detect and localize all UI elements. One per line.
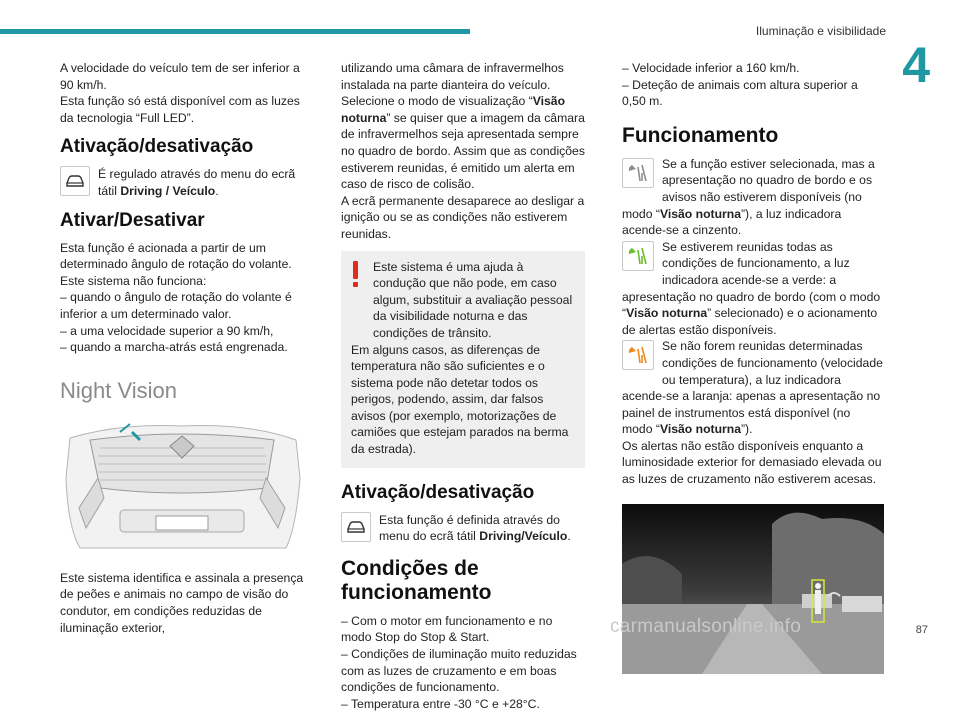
- activation-text: É regulado através do menu do ecrã tátil Driving / Veículo.: [98, 167, 296, 198]
- column-3: [622, 60, 884, 674]
- paragraph: Esta função só está disponível com as luzes da tecnologia “Full LED”.: [60, 94, 300, 125]
- list-item: – Deteção de animais com altura superior a 0,50 m.: [622, 77, 858, 109]
- orange-lamp-paragraph: Se não forem reunidas determinadas condições de funcionamento (velocidade ou temperatura), a luz indicadora acende-se a laranja: apenas a apresentação no painel de instrumentos está disponível (no modo “Visão noturna”).: [622, 339, 883, 437]
- activation-text: Esta função é definida através do menu do ecrã tátil Driving/Veículo.: [379, 512, 571, 544]
- chapter-number: 4: [902, 37, 930, 93]
- list-item: – Velocidade inferior a 160 km/h.: [622, 61, 800, 75]
- paragraph: Selecione o modo de visualização “Visão noturna” se quiser que a imagem da câmara de infravermelhos seja apresentada sempre no quadro de bordo. Assim que as condições estiverem reunidas, é emitido um alerta em caso de risco de colisão.: [341, 94, 585, 192]
- warning-text: Este sistema é uma ajuda à condução que não pode, em caso algum, substituir a avaliação pessoal da visibilidade noturna e das condições de trânsito.: [373, 259, 573, 340]
- column-1: [60, 60, 304, 636]
- header-accent-bar: [0, 29, 470, 34]
- column-2: [341, 60, 585, 712]
- heading-operation: Funcionamento: [622, 123, 779, 147]
- night-vision-lamp-grey-icon: [622, 158, 654, 188]
- heading-activation: Ativação/desativação: [60, 136, 254, 158]
- paragraph: utilizando uma câmara de infravermelhos instalada na parte dianteira do veículo.: [341, 61, 564, 92]
- paragraph: A velocidade do veículo tem de ser inferior a 90 km/h.: [60, 61, 300, 92]
- page-number: 87: [915, 624, 928, 636]
- infrared-camera-image: [622, 504, 884, 674]
- green-lamp-paragraph: Se estiverem reunidas todas as condições de funcionamento, a luz indicadora acende-se a verde: a apresentação no quadro de bordo (com o modo “Visão noturna” selecionado) e o acionamento de alertas estão disponíveis.: [622, 239, 881, 337]
- list-item: – quando o ângulo de rotação do volante é inferior a um determinado valor.: [60, 290, 292, 321]
- warning-box: [341, 251, 585, 468]
- warning-text: Em alguns casos, as diferenças de temperatura não são suficientes e o sistema pode não detetar todos os perigos, podendo, assim, dar falsos avisos (por exemplo, motorizações de camiões que estejam parados na berma da estrada).: [351, 342, 569, 457]
- list-item: – Condições de iluminação muito reduzidas com as luzes de cruzamento e em boas condições de funcionamento.: [341, 647, 577, 695]
- paragraph: Esta função é acionada a partir de um determinado ângulo de rotação do volante.: [60, 240, 292, 272]
- paragraph: Este sistema não funciona:: [60, 273, 207, 288]
- watermark: carmanualsonline.info: [610, 616, 802, 637]
- heading-activate-deactivate: Ativar/Desativar: [60, 209, 205, 231]
- warning-exclamation-icon: [353, 261, 359, 287]
- car-menu-icon: [341, 512, 371, 542]
- night-vision-lamp-orange-icon: [622, 340, 654, 370]
- activation-row: [341, 512, 585, 545]
- night-vision-lamp-green-icon: [622, 241, 654, 271]
- heading-night-vision: Night Vision: [60, 377, 177, 403]
- list-item: – Com o motor em funcionamento e no modo Stop do Stop & Start.: [341, 613, 553, 645]
- heading-activation: Ativação/desativação: [341, 481, 535, 503]
- paragraph: Os alertas não estão disponíveis enquanto a luminosidade exterior for demasiado elevada ou as luzes de cruzamento não estiverem acesas.: [622, 438, 882, 487]
- car-front-illustration: [60, 418, 304, 558]
- list-item: – Temperatura entre -30 °C e +28°C.: [341, 696, 540, 711]
- section-title: Iluminação e visibilidade: [755, 24, 886, 38]
- paragraph: A ecrã permanente desaparece ao desligar a ignição ou se as condições não estiverem reunidas.: [341, 193, 585, 241]
- list-item: – quando a marcha-atrás está engrenada.: [60, 340, 288, 355]
- car-menu-icon: [60, 166, 90, 196]
- grey-lamp-paragraph: Se a função estiver selecionada, mas a apresentação no quadro de bordo e os avisos não estiverem disponíveis (no modo “Visão noturna”), a luz indicadora acende-se a cinzento.: [622, 156, 875, 238]
- heading-conditions: Condições de funcionamento: [341, 556, 492, 604]
- activation-row: [60, 166, 304, 199]
- paragraph: Este sistema identifica e assinala a presença de peões e animais no campo de visão do condutor, em condições reduzidas de iluminação exterior,: [60, 570, 304, 635]
- list-item: – a uma velocidade superior a 90 km/h,: [60, 323, 274, 338]
